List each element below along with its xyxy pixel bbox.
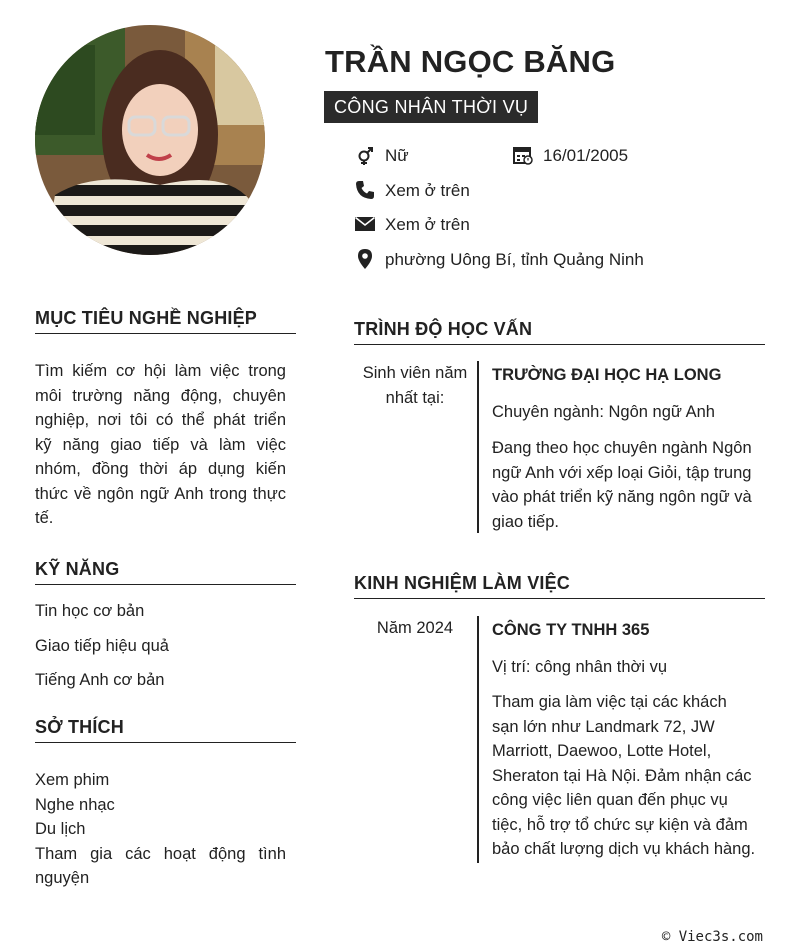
- skill-item: Tin học cơ bản: [35, 602, 145, 620]
- phone-icon: [355, 180, 375, 200]
- gender-icon: [355, 145, 375, 165]
- experience-desc-line: tiệc, hỗ trợ tổ chức sự kiện và đảm: [492, 815, 748, 834]
- experience-desc-line: Marriott, Daewoo, Lotte Hotel,: [492, 742, 712, 760]
- hobbies-list: [35, 768, 286, 891]
- hobby-item: Du lịch: [35, 820, 86, 838]
- full-name: TRẦN NGỌC BĂNG: [325, 44, 616, 79]
- experience-desc-line: công việc liên quan đến phục vụ: [492, 791, 728, 809]
- birthdate-text: 16/01/2005: [543, 146, 629, 165]
- avatar: [35, 25, 265, 255]
- experience-year: Năm 2024: [376, 619, 454, 637]
- education-desc-line: giao tiếp.: [492, 512, 559, 531]
- education-divider: [477, 361, 479, 533]
- major-text: Chuyên ngành: Ngôn ngữ Anh: [492, 403, 715, 421]
- skills-heading: KỸ NĂNG: [35, 559, 296, 585]
- calendar-icon: [513, 145, 533, 165]
- experience-desc-line: Sheraton tại Hà Nội. Đảm nhận các: [492, 766, 752, 785]
- position-text: Vị trí: công nhân thời vụ: [492, 658, 667, 676]
- profile-photo: [35, 25, 265, 255]
- hobby-item: Xem phim: [35, 771, 110, 789]
- objective-line: môi trường năng động, chuyên: [35, 386, 286, 405]
- objective-line: thức về ngôn ngữ Anh trong thực: [35, 484, 286, 503]
- hobbies-heading: SỞ THÍCH: [35, 717, 296, 743]
- location-pin-icon: [355, 249, 375, 269]
- skill-item: Tiếng Anh cơ bản: [35, 671, 165, 689]
- experience-heading: KINH NGHIỆM LÀM VIỆC: [354, 573, 765, 599]
- education-desc-line: Đang theo học chuyên ngành Ngôn: [492, 439, 752, 457]
- education-desc-line: vào phát triển kỹ năng ngôn ngữ và: [492, 488, 752, 506]
- hobby-item: nguyện: [35, 869, 90, 887]
- education-description: [492, 436, 767, 534]
- gender-text: Nữ: [385, 146, 409, 165]
- hobby-item: Nghe nhạc: [35, 795, 115, 814]
- phone-text: Xem ở trên: [385, 181, 470, 200]
- objective-text: [35, 359, 286, 531]
- job-title-badge: CÔNG NHÂN THỜI VỤ: [324, 91, 538, 123]
- objective-line: Tìm kiếm cơ hội làm việc trong: [35, 362, 286, 380]
- objective-line: nhóm, đồng thời áp dụng kiến: [35, 460, 286, 478]
- experience-description: [492, 690, 767, 862]
- education-heading: TRÌNH ĐỘ HỌC VẤN: [354, 319, 765, 345]
- education-desc-line: ngữ Anh với xếp loại Giỏi, tập trung: [492, 463, 752, 482]
- company-name: CÔNG TY TNHH 365: [492, 621, 650, 639]
- objective-line: tế.: [35, 509, 54, 527]
- objective-line: nghiệp, nơi tôi có thể phát triển: [35, 411, 286, 429]
- skill-item: Giao tiếp hiệu quả: [35, 637, 169, 655]
- experience-desc-line: bảo chất lượng dịch vụ khách hàng.: [492, 840, 756, 858]
- footer-copyright: © Viec3s.com: [661, 929, 763, 945]
- envelope-icon: [355, 214, 375, 234]
- objective-heading: MỤC TIÊU NGHỀ NGHIỆP: [35, 308, 296, 334]
- address-text: phường Uông Bí, tỉnh Quảng Ninh: [385, 250, 644, 269]
- school-name: TRƯỜNG ĐẠI HỌC HẠ LONG: [492, 366, 722, 384]
- experience-divider: [477, 616, 479, 863]
- education-label: [352, 361, 478, 411]
- education-label-line: nhất tại:: [385, 389, 445, 407]
- experience-desc-line: sạn lớn như Landmark 72, JW: [492, 717, 715, 736]
- education-label-line: Sinh viên năm: [362, 364, 468, 382]
- objective-line: kỹ năng giao tiếp và làm việc: [35, 435, 286, 454]
- experience-desc-line: Tham gia làm việc tại các khách: [492, 693, 727, 711]
- hobby-item: Tham gia các hoạt động tình: [35, 844, 286, 863]
- email-text: Xem ở trên: [385, 215, 470, 234]
